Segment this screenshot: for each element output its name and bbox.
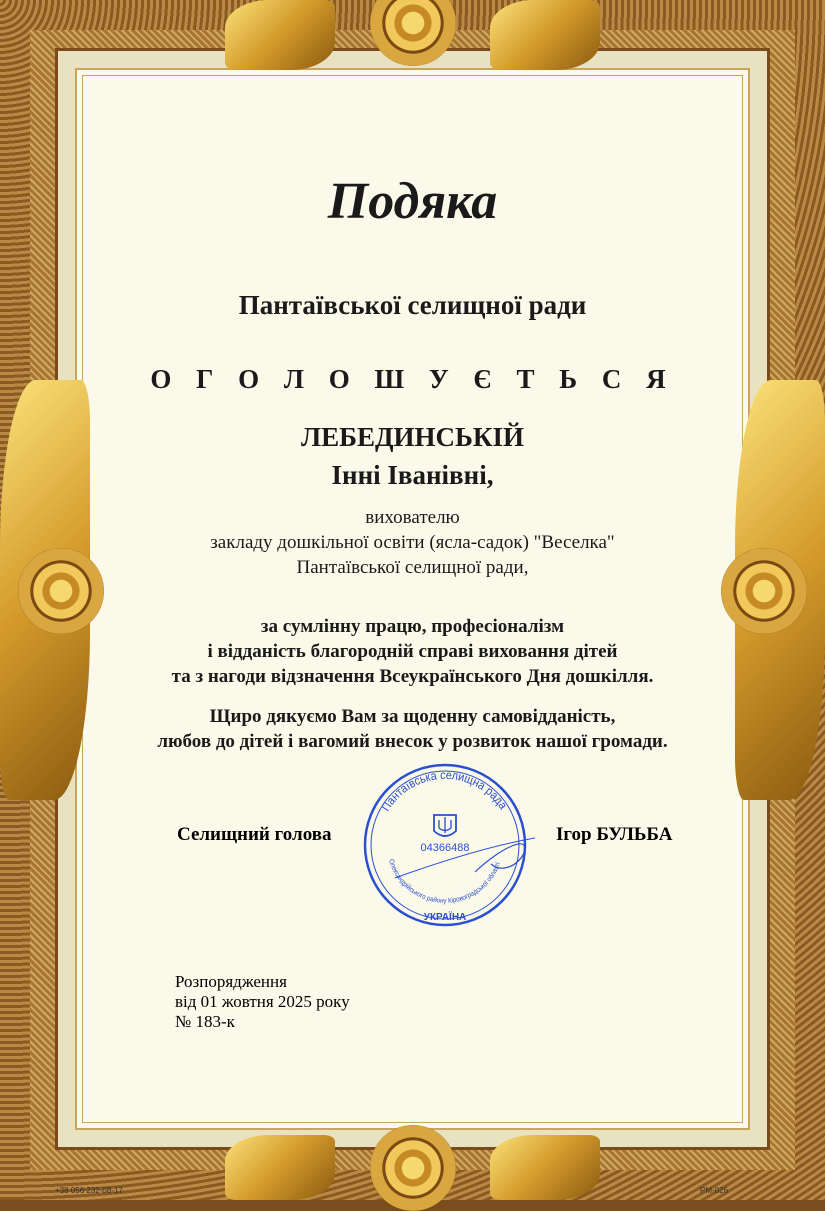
official-stamp xyxy=(355,760,535,930)
recipient-name: Інні Іванівні, xyxy=(331,460,494,490)
svg-text:Олександрійського району Кіров xyxy=(387,858,502,904)
recipient-surname: ЛЕБЕДИНСЬКІЙ xyxy=(300,422,524,452)
stamp-inner-text: Олександрійського району Кіровоградської області xyxy=(387,858,502,905)
announcement: О Г О Л О Ш У Є Т Ь С Я xyxy=(150,364,675,394)
gratitude-line: Щиро дякуємо Вам за щоденну самовідданість, xyxy=(209,706,616,727)
order-line: № 183-к xyxy=(175,1012,235,1031)
print-phone: +38 056 232-08-17 xyxy=(55,1186,123,1195)
print-code: PM-026 xyxy=(700,1186,729,1195)
svg-text:Пантаївська селищна рада xyxy=(378,768,510,814)
order-line: Розпорядження xyxy=(175,972,287,991)
stamp-code: 04366488 xyxy=(420,842,470,854)
signature-name: Ігор БУЛЬБА xyxy=(556,824,673,845)
ribbon-top-right xyxy=(490,0,600,70)
gratitude xyxy=(0,704,825,754)
stamp-outer-text: Пантаївська селищна рада xyxy=(378,767,511,814)
ribbon-bottom-right xyxy=(490,1135,600,1200)
order-reference xyxy=(175,972,350,1032)
ribbon-top-left xyxy=(225,0,335,70)
position-line: Пантаївської селищної ради, xyxy=(296,557,529,578)
signature-role: Селищний голова xyxy=(177,824,332,845)
ribbon-bottom-left xyxy=(225,1135,335,1200)
position-line: вихователю xyxy=(365,507,460,528)
issuer: Пантаївської селищної ради xyxy=(238,290,587,320)
position xyxy=(0,505,825,580)
reason-line: за сумлінну працю, професіоналізм xyxy=(260,616,565,637)
certificate-title: Подяка xyxy=(327,173,498,230)
order-line: від 01 жовтня 2025 року xyxy=(175,992,350,1011)
reason-line: та з нагоди відзначення Всеукраїнського Дня дошкілля. xyxy=(171,666,654,687)
gratitude-line: любов до дітей і вагомий внесок у розвиток нашої громади. xyxy=(157,731,668,752)
trident-shield-icon xyxy=(434,815,456,836)
reason-line: і відданість благородній справі виховання дітей xyxy=(207,641,618,662)
stamp-country: УКРАЇНА xyxy=(423,912,467,923)
medallion-bottom xyxy=(370,1125,456,1211)
position-line: закладу дошкільної освіти (ясла-садок) "Веселка" xyxy=(210,532,615,553)
reason xyxy=(0,614,825,689)
